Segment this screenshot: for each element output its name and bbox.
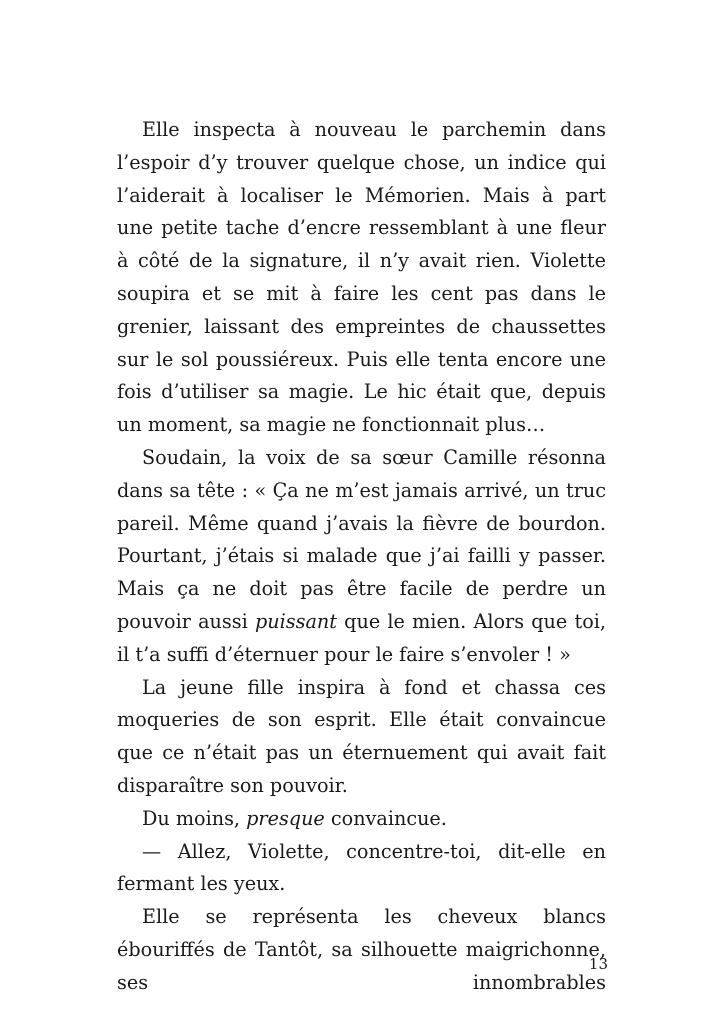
paragraph-6-text: Elle se représenta les cheveux blancs ébouriffés de Tantôt, sa silhouette maigrichonne, ses innombrables (117, 905, 606, 994)
paragraph-4-text-a: Du moins, (142, 806, 247, 830)
paragraph-6 (117, 901, 606, 999)
paragraph-5 (117, 836, 606, 902)
book-page-text (117, 114, 606, 1000)
paragraph-2-italic-puissant: puissant (254, 609, 337, 633)
paragraph-5-text: — Allez, Violette, concentre-toi, dit-elle en fermant les yeux. (117, 839, 606, 896)
paragraph-4-italic-presque: presque (246, 806, 325, 830)
paragraph-2 (117, 442, 606, 672)
paragraph-4 (117, 803, 606, 836)
paragraph-2-text-a: Soudain, la voix de sa sœur Camille résonna dans sa tête : « Ça ne m’est jamais arrivé, un truc pareil. Même quand j’avais la fièvre de bourdon. Pourtant, j’étais si malade que j’ai failli y passer. Mais ça ne doit pas être facile de perdre un pouvoir aussi (117, 445, 606, 633)
paragraph-1-text: Elle inspecta à nouveau le parchemin dans l’espoir d’y trouver quelque chose, un indice qui l’aiderait à localiser le Mémorien. Mais à part une petite tache d’encre ressemblant à une fleur à côté de la signature, il n’y avait rien. Violette soupira et se mit à faire les cent pas dans le grenier, laissant des empreintes de chaussettes sur le sol poussiéreux. Puis elle tenta encore une fois d’utiliser sa magie. Le hic était que, depuis un moment, sa magie ne fonctionnait plus… (117, 118, 606, 437)
paragraph-2-text-b: que le mien. Alors que toi, il t’a suffi d’éternuer pour le faire s’envoler ! » (117, 609, 606, 666)
page-number: 13 (588, 955, 608, 973)
paragraph-1 (117, 114, 606, 442)
paragraph-3 (117, 672, 606, 803)
paragraph-3-text: La jeune fille inspira à fond et chassa ces moqueries de son esprit. Elle était convaincue que ce n’était pas un éternuement qui avait fait disparaître son pouvoir. (117, 675, 606, 797)
paragraph-4-text-b: convaincue. (324, 806, 447, 830)
